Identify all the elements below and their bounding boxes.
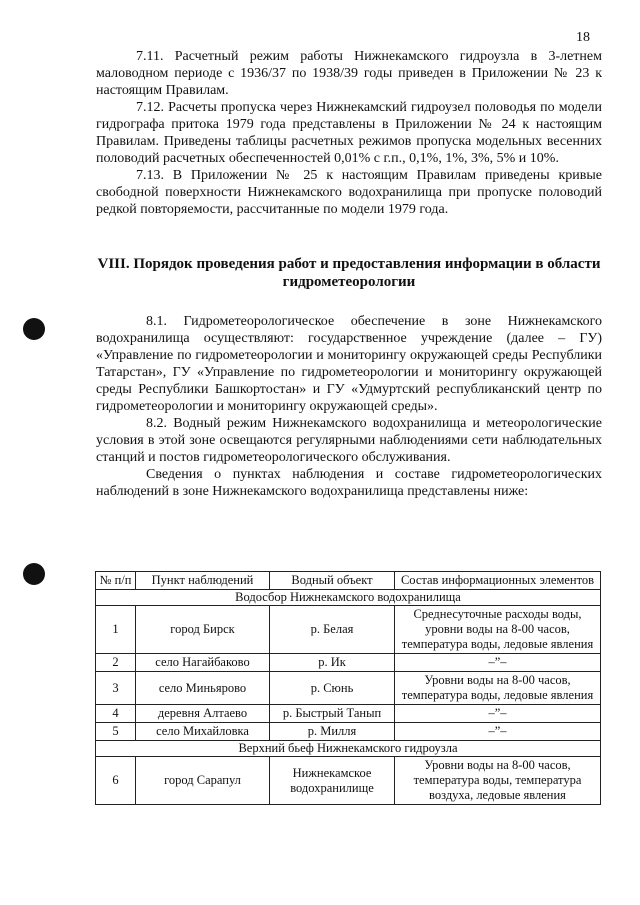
group-label: Водосбор Нижнекамского водохранилища [96, 590, 601, 606]
table-header-row [96, 572, 601, 590]
cell-point: село Михайловка [136, 723, 270, 741]
cell-water-body: р. Ик [270, 654, 395, 672]
cell-number: 5 [96, 723, 136, 741]
header-water-body: Водный объект [270, 572, 395, 590]
page-number: 18 [576, 30, 590, 45]
paragraph-7-12: 7.12. Расчеты пропуска через Нижнекамский гидроузел половодья по модели гидрографа притока 1979 года представлены в Приложении № 24 к настоящим Правилам. Приведены таблицы расчетных режимов пропуска модельных весенних половодий расчетных обеспеченностей 0,01% с г.п., 0,1%, 1%, 3%, 5% и 10%. [96, 100, 602, 166]
table-row [96, 654, 601, 672]
cell-water-body: р. Белая [270, 606, 395, 654]
cell-elements: –”– [395, 723, 601, 741]
cell-point: деревня Алтаево [136, 705, 270, 723]
cell-point: город Сарапул [136, 757, 270, 805]
cell-elements: –”– [395, 654, 601, 672]
paragraph-8-1: 8.1. Гидрометеорологическое обеспечение в зоне Нижнекамского водохранилища осуществляют: государственное учреждение (далее – ГУ) «Управление по гидрометеорологии и мониторингу окружающей среды Республики Татарстан», ГУ «Управление по гидрометеорологии и мониторингу окружающей среды Республики Башкортостан» и ГУ «Удмуртский республиканский центр по гидрометеорологии и мониторингу окружающей среды». [96, 314, 602, 414]
cell-point: село Нагайбаково [136, 654, 270, 672]
table-row [96, 672, 601, 705]
cell-number: 3 [96, 672, 136, 705]
cell-number: 2 [96, 654, 136, 672]
cell-elements: Среднесуточные расходы воды, уровни воды на 8-00 часов, температура воды, ледовые явления [395, 606, 601, 654]
cell-number: 4 [96, 705, 136, 723]
table-row [96, 705, 601, 723]
paragraph-7-13: 7.13. В Приложении № 25 к настоящим Правилам приведены кривые свободной поверхности Нижнекамского водохранилища при пропуске половодий редкой повторяемости, рассчитанные по модели 1979 года. [96, 168, 602, 217]
cell-number: 6 [96, 757, 136, 805]
cell-water-body: Нижнекамское водохранилище [270, 757, 395, 805]
paragraph-8-2: 8.2. Водный режим Нижнекамского водохранилища и метеорологические условия в этой зоне освещаются регулярными наблюдениями сети наблюдательных станций и постов гидрометеорологического обслуживания. [96, 416, 602, 465]
observation-table [95, 571, 601, 805]
paragraph-7-11: 7.11. Расчетный режим работы Нижнекамского гидроузла в 3-летнем маловодном периоде с 1936/37 по 1938/39 годы приведен в Приложении № 23 к настоящим Правилам. [96, 49, 602, 98]
paragraph-table-intro: Сведения о пунктах наблюдения и составе гидрометеорологических наблюдений в зоне Нижнекамского водохранилища представлены ниже: [96, 467, 602, 499]
punch-hole [23, 563, 45, 585]
table-row [96, 757, 601, 805]
header-point: Пункт наблюдений [136, 572, 270, 590]
cell-point: село Миньярово [136, 672, 270, 705]
section-heading: VIII. Порядок проведения работ и предоставления информации в области гидрометеорологии [97, 256, 601, 290]
header-elements: Состав информационных элементов [395, 572, 601, 590]
cell-water-body: р. Быстрый Танып [270, 705, 395, 723]
observation-table-wrapper [95, 571, 601, 805]
cell-point: город Бирск [136, 606, 270, 654]
cell-elements: Уровни воды на 8-00 часов, температура воды, температура воздуха, ледовые явления [395, 757, 601, 805]
cell-water-body: р. Милля [270, 723, 395, 741]
punch-hole [23, 318, 45, 340]
header-number: № п/п [96, 572, 136, 590]
cell-elements: Уровни воды на 8-00 часов, температура воды, ледовые явления [395, 672, 601, 705]
cell-elements: –”– [395, 705, 601, 723]
table-row [96, 723, 601, 741]
group-label: Верхний бьеф Нижнекамского гидроузла [96, 741, 601, 757]
table-row [96, 606, 601, 654]
table-group-row [96, 590, 601, 606]
document-body [96, 48, 602, 500]
cell-water-body: р. Сюнь [270, 672, 395, 705]
table-group-row [96, 741, 601, 757]
cell-number: 1 [96, 606, 136, 654]
